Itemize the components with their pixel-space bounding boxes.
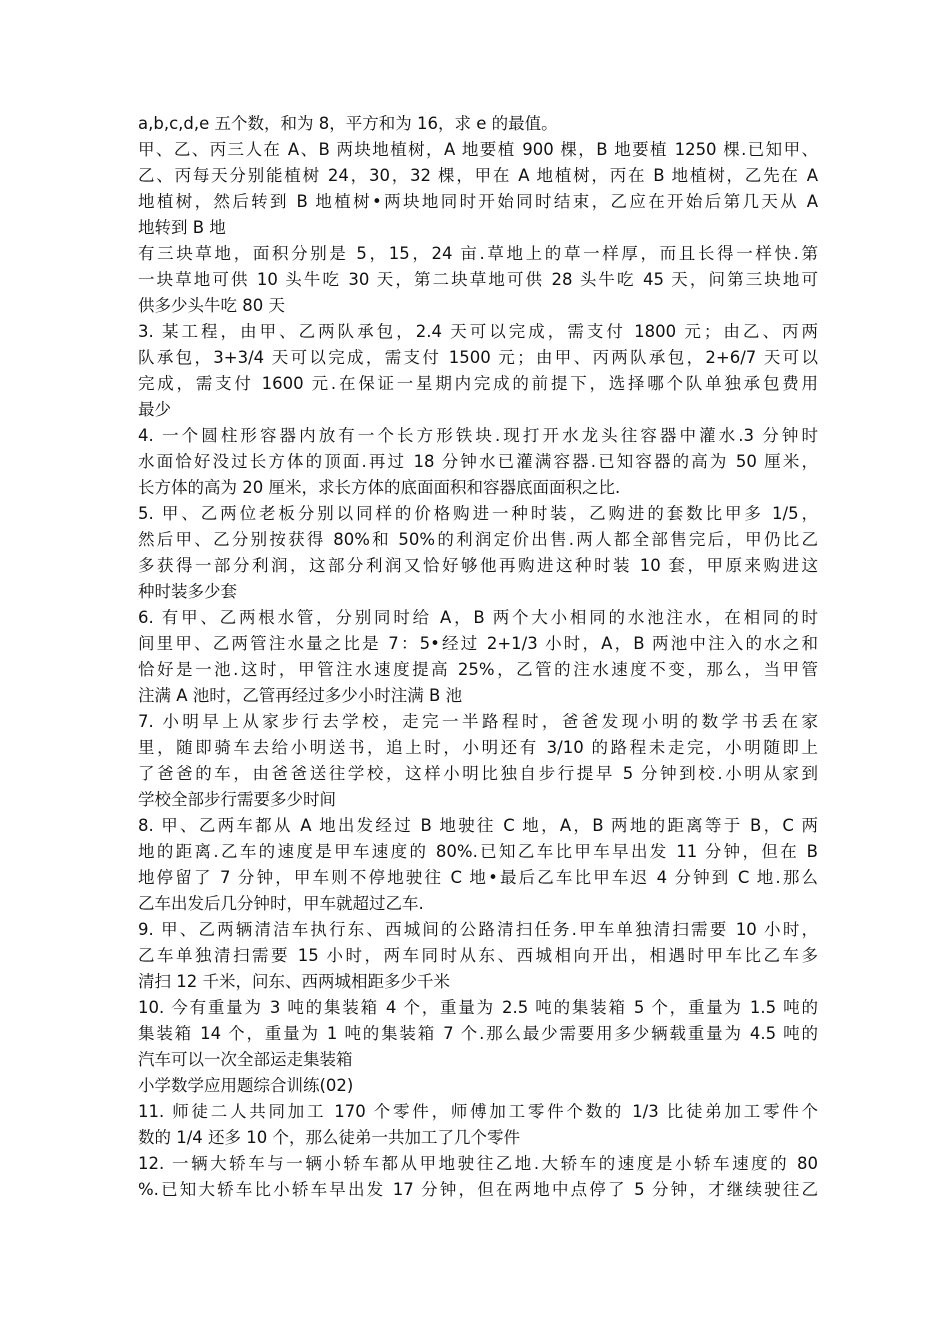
text-line: 有三块草地，面积分别是 5，15，24 亩.草地上的草一样厚，而且长得一样快.第 [138,244,818,263]
text-line: 供多少头牛吃 80 天 [138,296,285,315]
text-line: 数的 1/4 还多 10 个，那么徒弟一共加工了几个零件 [138,1128,521,1147]
text-line: 6. 有甲、乙两根水管，分别同时给 A，B 两个大小相同的水池注水，在相同的时 [138,608,818,627]
text-line: 集装箱 14 个，重量为 1 吨的集装箱 7 个.那么最少需要用多少辆载重量为 4.5 吨的 [138,1024,818,1043]
text-line: 11. 师徒二人共同加工 170 个零件，师傅加工零件个数的 1/3 比徒弟加工零件个 [138,1102,818,1121]
text-line: 地转到 B 地 [138,218,226,237]
text-line: 乙车出发后几分钟时，甲车就超过乙车. [138,894,424,913]
text-line: 注满 A 池时，乙管再经过多少小时注满 B 池 [138,686,463,705]
text-line: 清扫 12 千米，问东、西两城相距多少千米 [138,972,450,991]
text-line: 小学数学应用题综合训练(02) [138,1076,354,1095]
text-line: 了爸爸的车，由爸爸送往学校，这样小明比独自步行提早 5 分钟到校.小明从家到 [138,764,818,783]
text-line: 然后甲、乙分别按获得 80%和 50%的利润定价出售.两人都全部售完后，甲仍比乙 [138,530,818,549]
text-line: 里，随即骑车去给小明送书，追上时，小明还有 3/10 的路程未走完，小明随即上 [138,738,818,757]
document-body [138,111,818,1203]
text-line: 一块草地可供 10 头牛吃 30 天，第二块草地可供 28 头牛吃 45 天，问第三块地可 [138,270,818,289]
text-line: 完成，需支付 1600 元.在保证一星期内完成的前提下，选择哪个队单独承包费用 [138,374,818,393]
text-line: 3. 某工程，由甲、乙两队承包，2.4 天可以完成，需支付 1800 元；由乙、丙两 [138,322,818,341]
text-line: 12. 一辆大轿车与一辆小轿车都从甲地驶往乙地.大轿车的速度是小轿车速度的 80 [138,1154,818,1173]
text-line: 最少 [138,400,171,419]
text-line: 7. 小明早上从家步行去学校，走完一半路程时，爸爸发现小明的数学书丢在家 [138,712,818,731]
text-line: 5. 甲、乙两位老板分别以同样的价格购进一种时装，乙购进的套数比甲多 1/5， [138,504,818,523]
text-line: 8. 甲、乙两车都从 A 地出发经过 B 地驶往 C 地，A，B 两地的距离等于 B，C 两 [138,816,818,835]
text-line: 甲、乙、丙三人在 A、B 两块地植树，A 地要植 900 棵，B 地要植 1250 棵.已知甲、 [138,140,818,159]
text-line: %.已知大轿车比小轿车早出发 17 分钟，但在两地中点停了 5 分钟，才继续驶往乙 [138,1180,818,1199]
text-line: 学校全部步行需要多少时间 [138,790,336,809]
text-line: 种时装多少套 [138,582,237,601]
text-line: 乙车单独清扫需要 15 小时，两车同时从东、西城相向开出，相遇时甲车比乙车多 [138,946,818,965]
text-line: 4. 一个圆柱形容器内放有一个长方形铁块.现打开水龙头往容器中灌水.3 分钟时 [138,426,818,445]
text-line: 多获得一部分利润，这部分利润又恰好够他再购进这种时装 10 套，甲原来购进这 [138,556,818,575]
text-line: 间里甲、乙两管注水量之比是 7：5•经过 2+1/3 小时，A，B 两池中注入的水之和 [138,634,818,653]
text-line: 9. 甲、乙两辆清洁车执行东、西城间的公路清扫任务.甲车单独清扫需要 10 小时， [138,920,818,939]
text-line: 恰好是一池.这时，甲管注水速度提高 25%，乙管的注水速度不变，那么，当甲管 [138,660,818,679]
text-line: a,b,c,d,e 五个数，和为 8，平方和为 16，求 e 的最值。 [138,114,558,133]
text-line: 长方体的高为 20 厘米，求长方体的底面面积和容器底面面积之比. [138,478,621,497]
text-line: 水面恰好没过长方体的顶面.再过 18 分钟水已灌满容器.已知容器的高为 50 厘米， [138,452,818,471]
text-line: 地停留了 7 分钟，甲车则不停地驶往 C 地•最后乙车比甲车迟 4 分钟到 C 地.那么 [138,868,818,887]
text-line: 地的距离.乙车的速度是甲车速度的 80%.已知乙车比甲车早出发 11 分钟，但在 B [138,842,818,861]
text-line: 乙、丙每天分别能植树 24，30，32 棵，甲在 A 地植树，丙在 B 地植树，乙先在 A [138,166,818,185]
text-line: 汽车可以一次全部运走集装箱 [138,1050,353,1069]
text-line: 地植树，然后转到 B 地植树•两块地同时开始同时结束，乙应在开始后第几天从 A [138,192,818,211]
text-line: 队承包，3+3/4 天可以完成，需支付 1500 元；由甲、丙两队承包，2+6/7 天可以 [138,348,818,367]
text-line: 10. 今有重量为 3 吨的集装箱 4 个，重量为 2.5 吨的集装箱 5 个，重量为 1.5 吨的 [138,998,818,1017]
